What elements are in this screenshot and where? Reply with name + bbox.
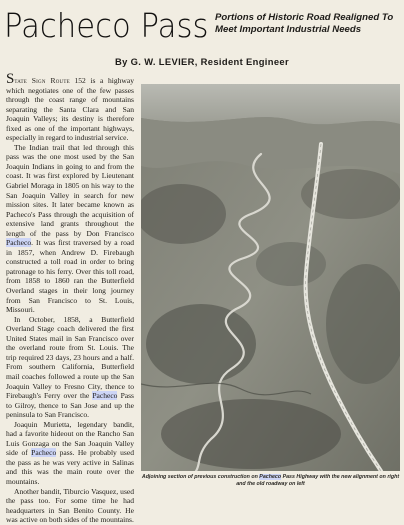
paragraph-3-text-b: Pass to Gilroy, thence to San Jose and up the peninsula to San Francisco. — [6, 391, 134, 420]
paragraph-2-text-b: . It was first traversed by a road in 1857, when Andrew D. Firebaugh constructed a toll road in order to bring patronage to his ferry. Over this toll road, from 1858 to 1860 ran the Butterfield Overland stages in their long journey from San Francisco to St. Louis, Missouri. — [6, 238, 134, 315]
search-highlight: Pacheco — [6, 238, 32, 248]
paragraph-1-text: 152 is a highway which negotiates one of the few passes through the coast range of mountains separating the Santa Clara and San Joaquin Valleys; its destiny is therefore fixed as one of the important highways, especially in regard to industrial service. — [6, 76, 134, 143]
paragraph-2 — [6, 143, 134, 315]
page-header — [0, 0, 404, 52]
search-highlight: Pacheco — [259, 474, 282, 480]
aerial-highway-photo — [141, 84, 400, 471]
author-byline: By G. W. LEVIER, Resident Engineer — [115, 56, 289, 67]
paragraph-2-text-a: The Indian trail that led through this pass was the one most used by the San Joaquin Indians in going to and from the coast. It was first explored by Lieutenant Gabriel Moraga in 1805 on his way to the San Joaquin Valley in search for new mission sites. It later became known as Pacheco's Pass through the acquisition of extensive land grants throughout the length of the pass by Don Francisco — [6, 142, 134, 238]
search-highlight: Pacheco — [31, 448, 57, 458]
paragraph-1 — [6, 71, 134, 143]
paragraph-3-text-a: In October, 1858, a Butterfield Overland Stage coach delivered the first United States mail in San Francisco over the overland route from St. Louis. The trip required 23 days, 23 hours and a half. From southern California, Butterfield mail coaches followed a route up the San Joaquin Valley to Fresno City, thence to Firebaugh's Ferry over the — [6, 314, 134, 401]
photo-caption — [141, 474, 400, 488]
paragraph-3 — [6, 315, 134, 420]
article-subtitle: Portions of Historic Road Realigned To Meet Important Industrial Needs — [215, 12, 394, 35]
drop-cap: S — [6, 71, 15, 87]
paragraph-4 — [6, 420, 134, 487]
caption-text-a: Adjoining section of previous construction on — [141, 474, 260, 480]
article-body — [6, 71, 134, 525]
caption-text-b: Pass Highway with the new alignment on right and the old roadway on left — [236, 474, 400, 487]
paragraph-5: Another bandit, Tiburcio Vasquez, used the pass too. For some time he had headquarters in San Benito County. He was active on both sides of the mountains. — [6, 486, 134, 525]
paragraph-4-text-a: Joaquin Murietta, legendary bandit, had a favorite hideout on the Rancho San Luis Gonzaga on the San Joaquin Valley side of — [6, 419, 134, 458]
search-highlight: Pacheco — [92, 391, 118, 401]
article-title: Pacheco Pass — [4, 6, 209, 45]
lead-in: tate Sign Route — [14, 76, 70, 85]
paragraph-4-text-b: pass. He probably used the pass as he was very active in Salinas and this was the main route over the mountains. — [6, 448, 134, 486]
